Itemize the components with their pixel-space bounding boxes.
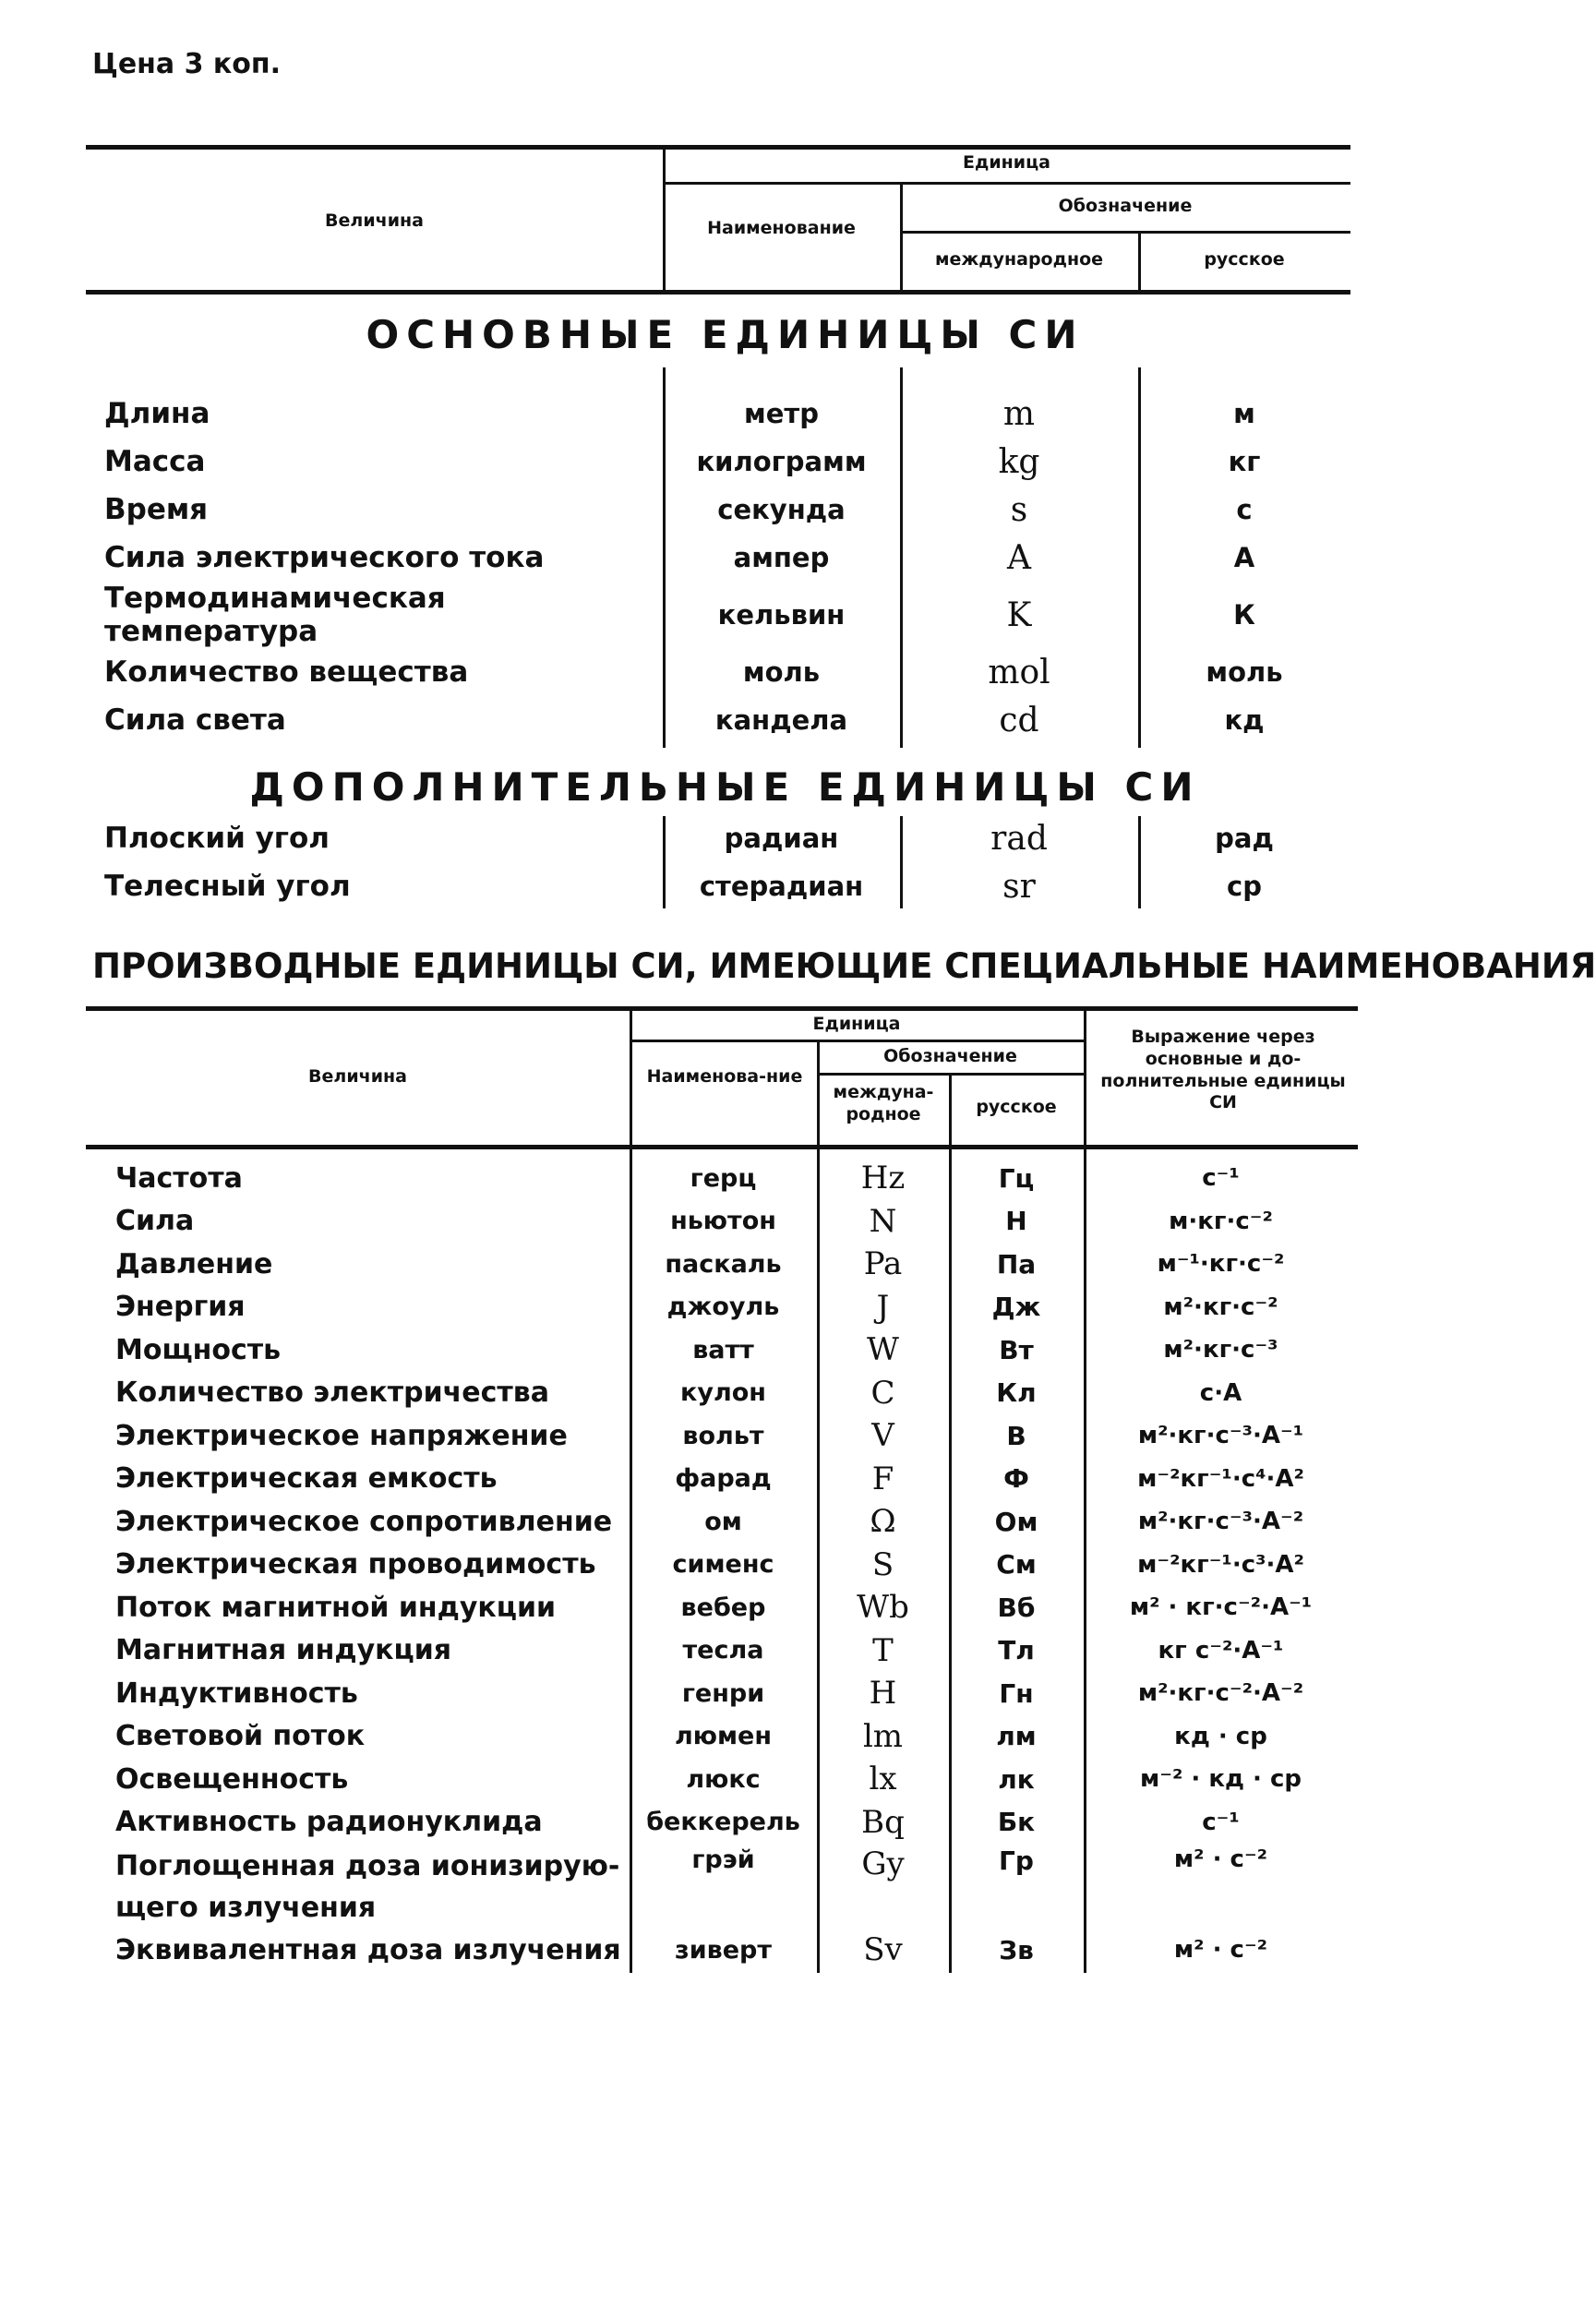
derived-unit-quantity: Индуктивность [115,1677,358,1710]
d-header-designation: Обозначение [883,1046,1017,1066]
derived-unit-row [86,1586,1358,1629]
derived-unit-row [86,1372,1358,1415]
base-unit-intl-symbol: mol [988,653,1050,691]
base-unit-quantity: Термодинамическая температура [104,582,446,648]
derived-unit-rus-symbol: Ом [994,1506,1038,1537]
base-unit-intl-symbol: kg [998,442,1040,481]
base-unit-row [86,438,1350,486]
derived-unit-quantity: Электрическое напряжение [115,1419,568,1452]
rule-unit [663,182,1350,185]
derived-unit-intl-symbol: T [872,1631,894,1669]
derived-unit-rus-symbol: лк [998,1763,1035,1795]
base-unit-row [86,696,1350,744]
derived-unit-row [86,1200,1358,1244]
rule-designation [900,231,1350,234]
supp-unit-unit-name: радиан [724,823,839,854]
derived-unit-unit-name: люмен [674,1722,773,1751]
derived-units-table [86,1157,1358,1972]
derived-unit-intl-symbol: Sv [863,1931,903,1969]
derived-unit-rus-symbol: Ф [1003,1463,1029,1495]
derived-unit-unit-name: люкс [686,1764,761,1794]
derived-unit-expression: кг с⁻²·А⁻¹ [1158,1636,1284,1665]
derived-unit-expression: м·кг·с⁻² [1169,1207,1273,1235]
derived-unit-intl-symbol: N [869,1202,897,1240]
derived-unit-unit-name: вольт [682,1421,764,1450]
rule-top [86,145,1350,150]
derived-unit-expression: с⁻¹ [1202,1164,1240,1193]
base-units-table [86,390,1350,744]
derived-unit-unit-name: ватт [692,1335,754,1364]
derived-unit-row [86,1544,1358,1587]
derived-unit-rus-symbol: См [996,1549,1037,1581]
derived-unit-intl-symbol: S [871,1545,894,1583]
base-unit-row [86,390,1350,438]
base-unit-intl-symbol: A [1007,538,1031,577]
derived-unit-intl-symbol: F [871,1460,894,1497]
derived-unit-intl-symbol: Gy [861,1845,905,1882]
derived-unit-expression: м²·кг·с⁻³·А⁻¹ [1137,1422,1304,1450]
derived-unit-expression: м² · с⁻² [1173,1845,1268,1873]
derived-unit-expression: м² · с⁻² [1173,1936,1268,1965]
derived-unit-row [86,1500,1358,1544]
derived-unit-row [86,1458,1358,1501]
base-unit-quantity: Количество вещества [104,655,469,689]
derived-unit-intl-symbol: Hz [860,1160,906,1197]
derived-unit-rus-symbol: Па [996,1248,1037,1280]
derived-unit-unit-name: герц [690,1163,757,1193]
derived-unit-intl-symbol: Ω [870,1503,896,1541]
base-unit-quantity: Сила света [104,703,286,737]
derived-unit-quantity: Мощность [115,1333,282,1366]
base-unit-unit-name: кандела [714,704,848,736]
supp-unit-rus-symbol: ср [1227,871,1262,902]
derived-unit-unit-name: джоуль [666,1292,780,1322]
base-unit-unit-name: килограмм [696,446,867,477]
header-quantity: Величина [325,210,424,231]
base-unit-unit-name: моль [742,656,821,688]
section-derived-title: ПРОИЗВОДНЫЕ ЕДИНИЦЫ СИ, ИМЕЮЩИЕ СПЕЦИАЛЬНЫЕ НАИМЕНОВАНИЯ [92,946,1596,986]
derived-unit-intl-symbol: H [869,1675,897,1713]
d-header-expression: Выражение через основные и до-полнительные единицы СИ [1100,1027,1346,1113]
price-label: Цена 3 коп. [92,48,282,80]
section-base-title: ОСНОВНЫЕ ЕДИНИЦЫ СИ [366,312,1085,357]
derived-unit-intl-symbol: Bq [861,1803,905,1841]
supp-unit-intl-symbol: sr [1002,867,1036,906]
derived-unit-expression: м²·кг·с⁻³ [1163,1336,1278,1364]
derived-unit-row [86,1758,1358,1801]
supp-unit-row [86,814,1350,862]
base-unit-row [86,582,1350,648]
derived-unit-rus-symbol: Н [1005,1206,1027,1237]
derived-unit-expression: м⁻²кг⁻¹·с⁴·А² [1137,1464,1304,1493]
derived-unit-row [86,1844,1358,1929]
derived-unit-quantity: Световой поток [115,1720,366,1753]
derived-unit-rus-symbol: Вт [999,1334,1034,1365]
derived-unit-rus-symbol: Гр [999,1845,1034,1876]
base-unit-intl-symbol: cd [999,701,1039,739]
derived-unit-expression: м² · кг·с⁻²·А⁻¹ [1129,1593,1313,1622]
base-unit-rus-symbol: моль [1206,656,1283,688]
base-unit-intl-symbol: s [1010,490,1028,529]
derived-unit-expression: м⁻¹·кг·с⁻² [1157,1250,1285,1279]
base-unit-quantity: Масса [104,445,206,478]
derived-unit-row [86,1672,1358,1715]
derived-unit-intl-symbol: lm [862,1717,904,1755]
base-unit-unit-name: секунда [717,494,846,525]
derived-unit-quantity: Освещенность [115,1762,349,1796]
derived-unit-intl-symbol: J [876,1288,890,1326]
derived-unit-unit-name: тесла [682,1636,764,1665]
derived-unit-unit-name: генри [681,1678,765,1708]
base-unit-quantity: Время [104,493,209,526]
d-rule-unit [630,1040,1084,1042]
derived-unit-row [86,1328,1358,1372]
base-unit-rus-symbol: К [1233,599,1255,631]
d-header-unit: Единица [812,1014,901,1034]
derived-unit-rus-symbol: Кл [996,1377,1037,1409]
derived-unit-unit-name: грэй [691,1845,755,1874]
derived-unit-expression: м²·кг·с⁻²·А⁻² [1137,1679,1304,1708]
d-header-international: междуна-родное [833,1082,934,1124]
derived-unit-quantity: Поглощенная доза ионизирую-щего излучения [115,1850,620,1924]
derived-unit-quantity: Электрическая проводимость [115,1548,596,1581]
derived-unit-unit-name: ньютон [670,1207,776,1236]
header-unit: Единица [963,152,1050,173]
supp-unit-intl-symbol: rad [990,819,1048,858]
rule-header-bottom [86,290,1350,295]
d-rule-top [86,1006,1358,1011]
derived-unit-quantity: Поток магнитной индукции [115,1591,557,1624]
supp-unit-rus-symbol: рад [1215,823,1274,854]
derived-unit-quantity: Энергия [115,1291,246,1324]
supp-unit-row [86,862,1350,910]
header-international: международное [934,249,1104,270]
derived-unit-quantity: Электрическое сопротивление [115,1505,613,1538]
derived-unit-row [86,1801,1358,1845]
derived-unit-row [86,1929,1358,1972]
derived-unit-row [86,1715,1358,1759]
derived-unit-intl-symbol: Pa [863,1245,903,1283]
base-unit-rus-symbol: А [1233,542,1255,573]
derived-unit-unit-name: зиверт [675,1935,772,1965]
derived-unit-expression: м²·кг·с⁻² [1163,1292,1278,1321]
derived-unit-rus-symbol: лм [996,1721,1037,1752]
supp-unit-quantity: Плоский угол [104,822,330,855]
derived-unit-intl-symbol: Wb [857,1589,909,1627]
derived-unit-rus-symbol: Вб [997,1592,1036,1623]
derived-unit-quantity: Магнитная индукция [115,1634,451,1667]
base-unit-rus-symbol: м [1233,398,1255,429]
derived-unit-unit-name: фарад [675,1464,772,1494]
derived-unit-quantity: Эквивалентная доза излучения [115,1933,621,1966]
derived-unit-unit-name: кулон [680,1378,766,1408]
derived-unit-intl-symbol: lx [869,1761,897,1798]
base-unit-quantity: Сила электрического тока [104,541,545,574]
base-unit-unit-name: метр [744,398,819,429]
supp-unit-unit-name: стерадиан [699,871,864,902]
base-unit-rus-symbol: кг [1228,446,1261,477]
base-unit-row [86,648,1350,696]
derived-unit-quantity: Частота [115,1161,243,1195]
derived-unit-rus-symbol: Бк [997,1807,1036,1838]
derived-unit-intl-symbol: C [870,1374,895,1412]
derived-unit-expression: м⁻² · кд · ср [1140,1765,1302,1794]
derived-unit-rus-symbol: Зв [999,1934,1034,1965]
d-header-name: Наименова-ние [646,1066,803,1087]
derived-unit-quantity: Сила [115,1205,195,1238]
derived-unit-unit-name: вебер [680,1593,766,1622]
d-header-quantity: Величина [308,1066,407,1087]
derived-unit-expression: с·А [1199,1378,1242,1407]
base-unit-unit-name: кельвин [717,599,846,631]
derived-unit-unit-name: ом [704,1507,742,1536]
d-rule-header-bottom [86,1145,1358,1149]
base-unit-row [86,534,1350,582]
derived-unit-unit-name: беккерель [646,1808,800,1837]
header-name: Наименование [707,218,856,238]
derived-unit-row [86,1157,1358,1200]
base-unit-intl-symbol: K [1006,595,1032,634]
derived-unit-rus-symbol: Гц [998,1162,1035,1194]
d-header-russian: русское [976,1097,1057,1117]
derived-unit-quantity: Электрическая емкость [115,1462,498,1496]
derived-unit-expression: с⁻¹ [1202,1808,1240,1836]
derived-unit-expression: м⁻²кг⁻¹·с³·А² [1137,1550,1304,1579]
derived-unit-quantity: Активность радионуклида [115,1806,543,1839]
base-unit-rus-symbol: с [1236,494,1253,525]
derived-unit-unit-name: сименс [672,1550,774,1580]
base-unit-unit-name: ампер [733,542,830,573]
base-unit-quantity: Длина [104,397,210,430]
base-unit-rus-symbol: кд [1224,704,1265,736]
derived-unit-row [86,1243,1358,1286]
base-unit-intl-symbol: m [1002,394,1036,433]
derived-unit-rus-symbol: Гн [999,1677,1034,1709]
derived-unit-row [86,1286,1358,1329]
header-russian: русское [1204,249,1285,270]
header-designation: Обозначение [1058,196,1193,216]
supp-unit-quantity: Телесный угол [104,870,351,903]
derived-unit-rus-symbol: Тл [998,1635,1035,1666]
derived-unit-intl-symbol: W [867,1331,899,1369]
derived-unit-intl-symbol: V [871,1417,894,1455]
supplementary-units-table [86,814,1350,910]
section-supplementary-title: ДОПОЛНИТЕЛЬНЫЕ ЕДИНИЦЫ СИ [249,764,1201,810]
derived-unit-rus-symbol: В [1006,1420,1026,1451]
derived-unit-unit-name: паскаль [665,1249,782,1279]
derived-unit-rus-symbol: Дж [991,1292,1041,1323]
base-unit-row [86,486,1350,534]
derived-unit-quantity: Количество электричества [115,1376,549,1410]
derived-unit-expression: м²·кг·с⁻³·А⁻² [1137,1508,1304,1536]
derived-unit-expression: кд · ср [1174,1722,1267,1750]
derived-unit-row [86,1414,1358,1458]
derived-unit-row [86,1629,1358,1673]
derived-unit-quantity: Давление [115,1247,273,1280]
